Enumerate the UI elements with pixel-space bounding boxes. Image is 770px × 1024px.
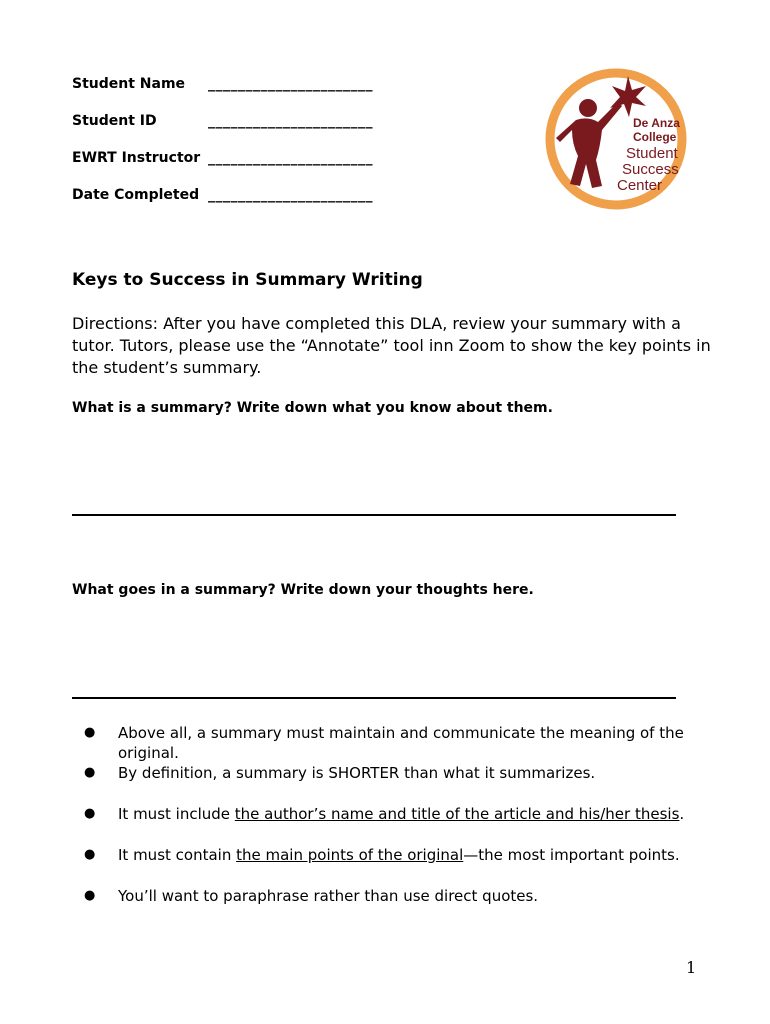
bullet-text-underlined: the author’s name and title of the article and his/her thesis — [234, 805, 680, 823]
ewrt-instructor-label: EWRT Instructor — [72, 150, 201, 166]
answer-line-1[interactable] — [72, 514, 676, 516]
question-2: What goes in a summary? Write down your thoughts here. — [72, 582, 534, 598]
student-id-field[interactable] — [72, 113, 373, 129]
student-name-field[interactable] — [72, 76, 373, 92]
question-1: What is a summary? Write down what you know about them. — [72, 400, 553, 416]
page-number: 1 — [686, 958, 697, 977]
bullet-text: Above all, a summary must maintain and communicate the meaning of the original. — [118, 724, 684, 762]
student-id-line[interactable]: ______________________ — [208, 113, 373, 129]
bullet-text-after: —the most important points. — [463, 846, 680, 864]
bullet-text-underlined: the main points of the original — [236, 846, 464, 864]
list-item — [72, 886, 692, 906]
bullet-icon: ● — [84, 806, 96, 821]
list-item — [72, 804, 692, 824]
bullet-text: By definition, a summary is SHORTER than what it summarizes. — [118, 764, 596, 782]
logo-text-1: De Anza — [633, 116, 680, 130]
date-completed-field[interactable] — [72, 187, 373, 203]
bullet-icon: ● — [84, 725, 96, 740]
bullet-icon: ● — [84, 765, 96, 780]
date-completed-label: Date Completed — [72, 187, 200, 203]
answer-line-2[interactable] — [72, 697, 676, 699]
logo-figure-icon — [556, 99, 622, 188]
list-item — [72, 845, 692, 865]
bullet-icon: ● — [84, 847, 96, 862]
page-title: Keys to Success in Summary Writing — [72, 270, 423, 290]
student-name-line[interactable]: ______________________ — [208, 76, 373, 92]
bullet-text: You’ll want to paraphrase rather than use direct quotes. — [118, 887, 539, 905]
bullet-text-after: . — [679, 805, 685, 823]
ewrt-instructor-field[interactable] — [72, 150, 373, 166]
logo-text-4: Success — [622, 161, 679, 178]
key-points-list — [72, 723, 692, 906]
logo-text-3: Student — [626, 145, 678, 162]
bullet-text-before: It must include — [118, 805, 235, 823]
student-name-label: Student Name — [72, 76, 186, 92]
logo-text-5: Center — [617, 177, 663, 194]
bullet-icon: ● — [84, 888, 96, 903]
directions-text: Directions: After you have completed this DLA, review your summary with a tutor. Tutors, please use the “Annotate” tool inn Zoom to show the key points in the student’s summary. — [72, 314, 711, 377]
list-item — [72, 763, 692, 783]
student-id-label: Student ID — [72, 113, 157, 129]
list-item — [72, 723, 692, 763]
date-completed-line[interactable]: ______________________ — [208, 187, 373, 203]
logo-text-2: College — [633, 130, 677, 144]
ewrt-instructor-line[interactable]: ______________________ — [208, 150, 373, 166]
student-success-center-logo — [536, 64, 696, 214]
bullet-text-before: It must contain — [118, 846, 237, 864]
